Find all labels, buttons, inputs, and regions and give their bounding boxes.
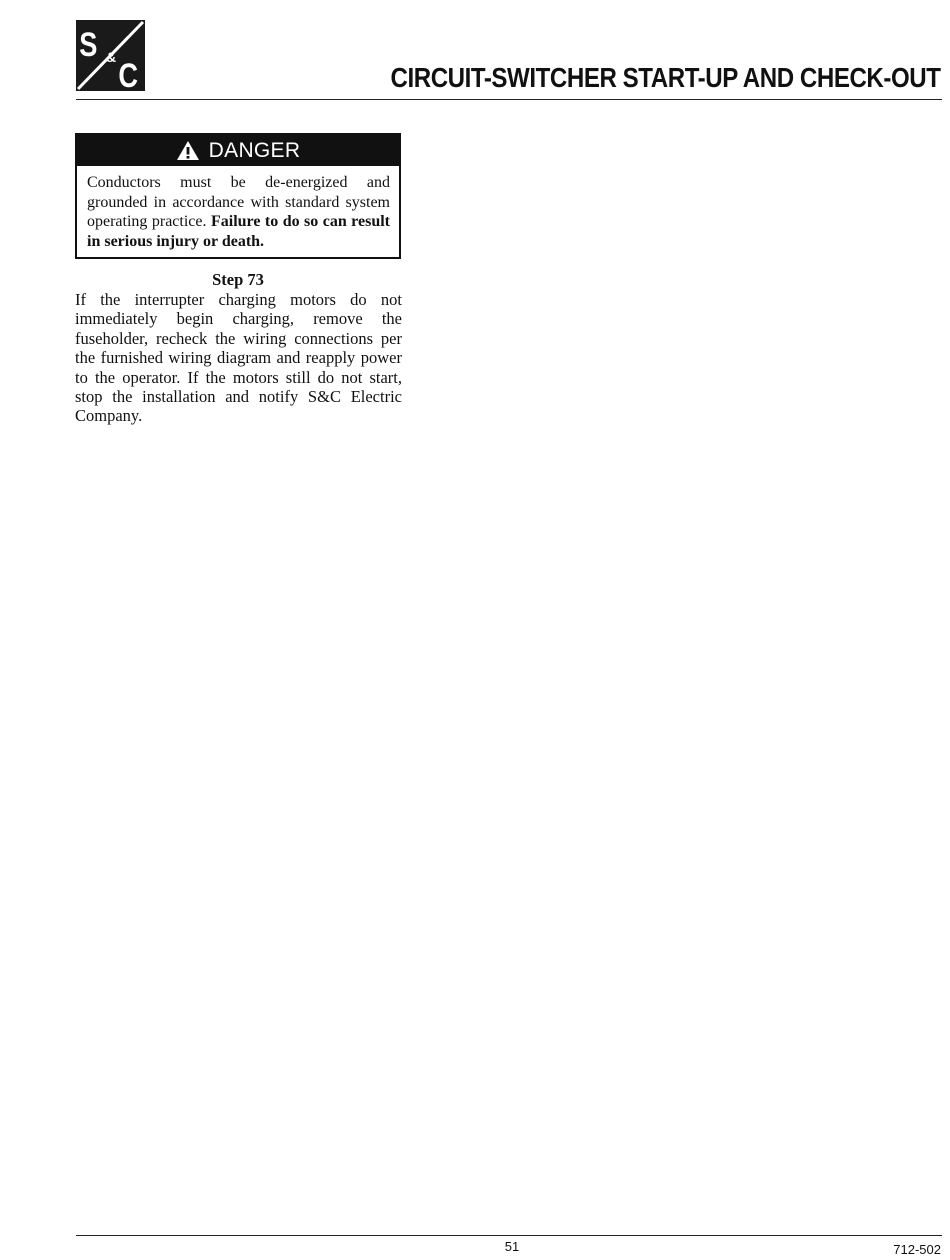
document-number: 712-502 (893, 1242, 941, 1257)
danger-text-normal: Conductors must be de-energized and grounded in accordance with standard system operating practice. (87, 174, 390, 230)
page-number: 51 (504, 1239, 520, 1254)
page-title: CIRCUIT-SWITCHER START-UP AND CHECK-OUT (391, 62, 941, 93)
danger-notice (75, 133, 401, 259)
danger-header (77, 135, 399, 166)
step-body-text: If the interrupter charging motors do not immediately begin charging, remove the fuseholder, recheck the wiring connections per the furnished wiring diagram and reapply power to the operator. If the motors still do not start, stop the installation and notify S&C Electric Company. (75, 290, 402, 426)
company-logo (76, 20, 145, 91)
step-heading: Step 73 (212, 270, 264, 289)
svg-text:S: S (79, 25, 98, 64)
footer-divider (76, 1235, 942, 1236)
svg-text:C: C (118, 56, 139, 91)
danger-label: DANGER (208, 138, 301, 162)
svg-text:&: & (106, 49, 117, 65)
warning-triangle-icon (176, 140, 200, 161)
danger-text-bold: Failure to do so can result in serious injury or death. (87, 213, 390, 250)
header-divider (76, 99, 942, 100)
danger-text (77, 166, 399, 257)
